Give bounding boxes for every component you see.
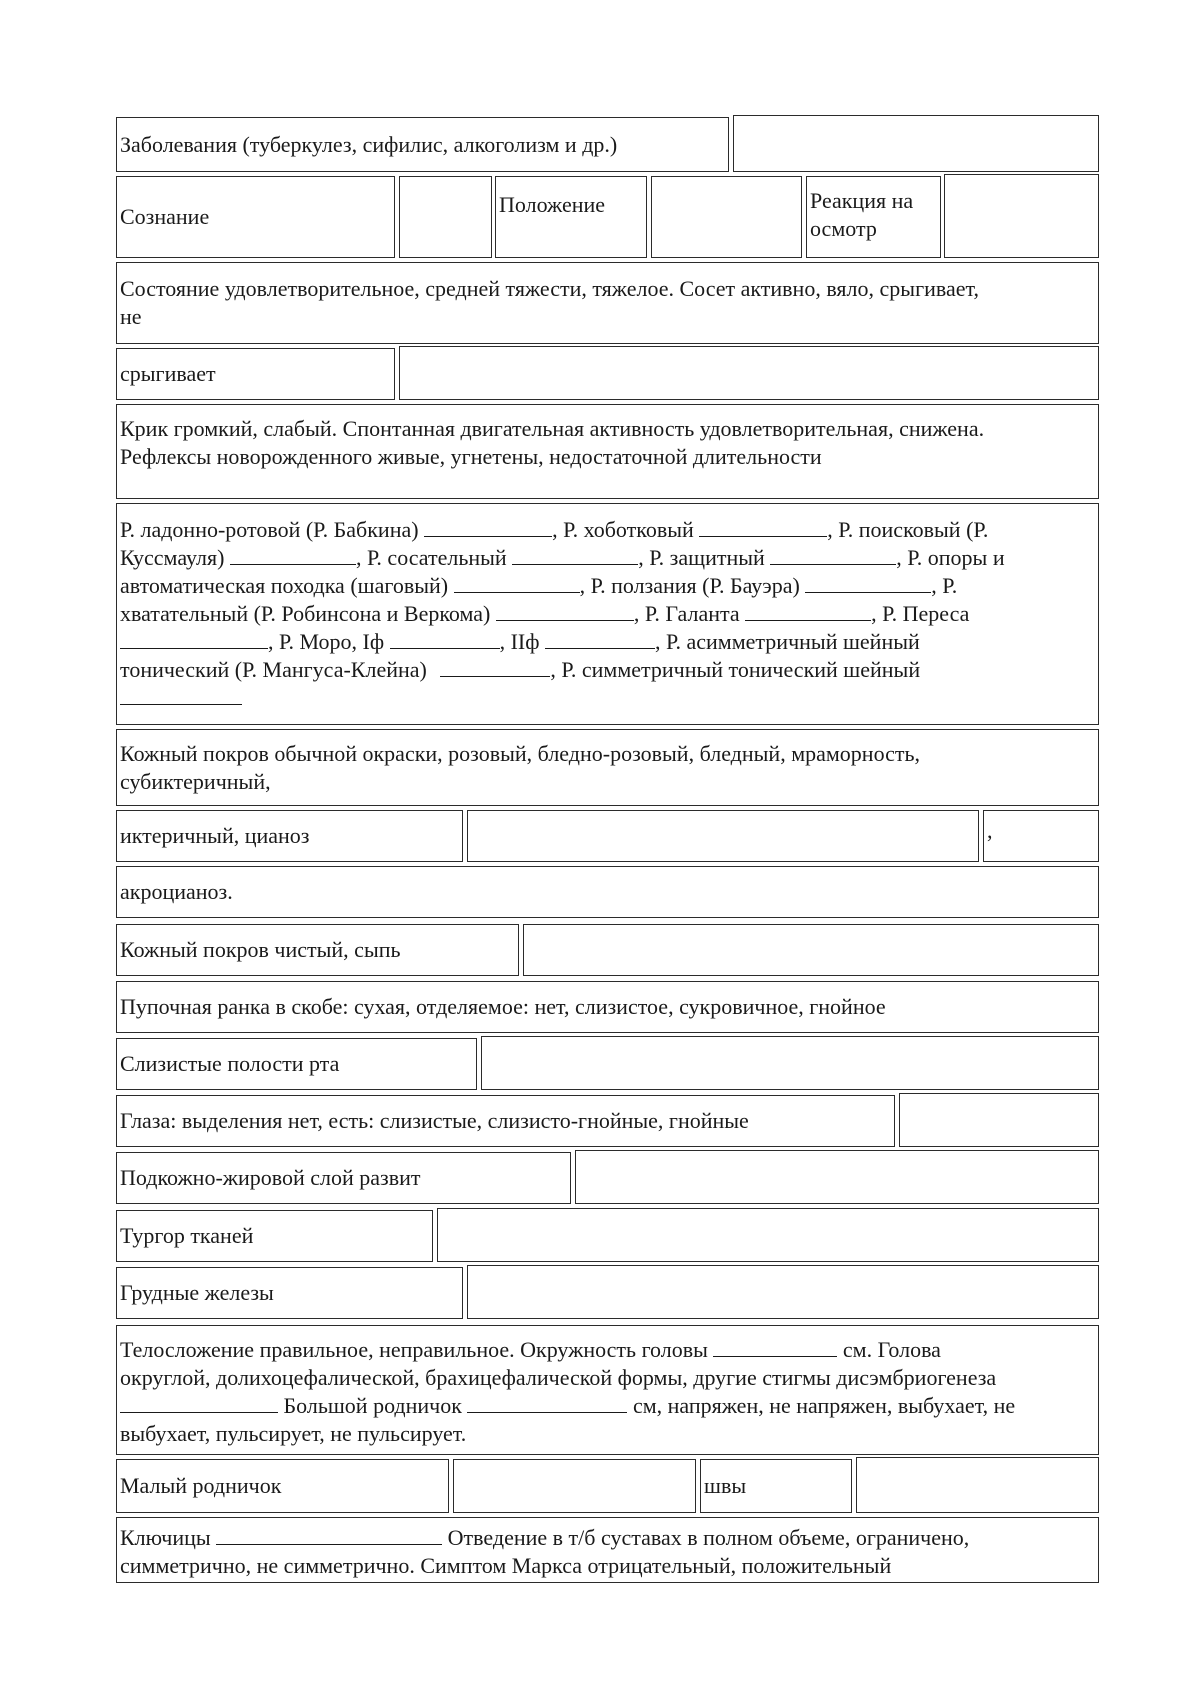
skin-color-text-line1: Кожный покров обычной окраски, розовый, бледно-розовый, бледный, мраморность, <box>120 741 921 766</box>
oral-mucosa-label-cell <box>116 1038 477 1090</box>
jaundice-comma-cell <box>983 810 1099 862</box>
head-circumference-blank[interactable] <box>713 1356 837 1357</box>
reaction-label-line2: осмотр <box>810 216 877 241</box>
moro-phase1-blank[interactable] <box>390 648 500 649</box>
eyes-label: Глаза: выделения нет, есть: слизистые, слизисто-гнойные, гнойные <box>120 1108 749 1133</box>
eyes-field[interactable] <box>899 1093 1099 1147</box>
skin-color-text-cell <box>116 729 1099 806</box>
stepping-reflex-blank[interactable] <box>454 592 580 593</box>
reflexes-line7 <box>120 684 1094 712</box>
small-fontanelle-label: Малый родничок <box>120 1473 282 1498</box>
reflexes-cell <box>116 503 1099 725</box>
reaction-field[interactable] <box>944 174 1099 258</box>
subcutaneous-fat-label-cell <box>116 1152 571 1204</box>
turgor-label: Тургор тканей <box>120 1223 254 1248</box>
sutures-label-cell <box>700 1459 852 1513</box>
regurgitates-label-cell <box>116 348 395 400</box>
reflexes-line3: автоматическая походка (шаговый) , Р. ползания (Р. Бауэра) , Р. <box>120 573 958 598</box>
galant-reflex-blank[interactable] <box>745 620 871 621</box>
reaction-label-cell <box>806 176 941 258</box>
proboscis-reflex-blank[interactable] <box>699 536 827 537</box>
jaundice-label-cell <box>116 810 463 862</box>
sutures-field[interactable] <box>856 1457 1099 1513</box>
rash-label: Кожный покров чистый, сыпь <box>120 937 401 962</box>
skin-color-text-line2: субиктеричный, <box>120 769 271 794</box>
position-label: Положение <box>499 192 606 217</box>
babkin-reflex-blank[interactable] <box>424 536 552 537</box>
cry-text-cell <box>116 404 1099 499</box>
physique-line4: выбухает, пульсирует, не пульсирует. <box>120 1421 467 1446</box>
reflexes-line1: Р. ладонно-ротовой (Р. Бабкина) , Р. хоботковый , Р. поисковый (Р. <box>120 517 989 542</box>
diseases-field[interactable] <box>733 115 1099 172</box>
reflexes-line2: Куссмауля) , Р. сосательный , Р. защитный , Р. опоры и <box>120 545 1005 570</box>
regurgitates-label: срыгивает <box>120 361 216 386</box>
stnr-reflex-blank[interactable] <box>120 684 242 705</box>
subcutaneous-fat-label: Подкожно-жировой слой развит <box>120 1165 421 1190</box>
condition-text-line2: не <box>120 304 142 329</box>
mammary-glands-field[interactable] <box>467 1265 1099 1319</box>
reflexes-line4: хватательный (Р. Робинсона и Веркома) , Р. Галанта , Р. Переса <box>120 601 970 626</box>
grasp-reflex-blank[interactable] <box>496 620 634 621</box>
small-fontanelle-field[interactable] <box>453 1459 696 1513</box>
regurgitates-field[interactable] <box>399 346 1099 400</box>
condition-text-line1: Состояние удовлетворительное, средней тяжести, тяжелое. Сосет активно, вяло, срыгивает, <box>120 276 979 301</box>
clavicles-line2: симметрично, не симметрично. Симптом Маркса отрицательный, положительный <box>120 1553 892 1578</box>
cry-text-line2: Рефлексы новорожденного живые, угнетены, недостаточной длительности <box>120 444 822 469</box>
diseases-label: Заболевания (туберкулез, сифилис, алкоголизм и др.) <box>120 131 618 157</box>
diseases-label-cell <box>116 117 729 172</box>
reflexes-line5: , Р. Моро, Iф , IIф , Р. асимметричный шейный <box>120 628 1094 656</box>
acrocyanosis-label: акроцианоз. <box>120 879 233 904</box>
moro-phase2-blank[interactable] <box>545 648 655 649</box>
turgor-label-cell <box>116 1210 433 1262</box>
physique-line2: округлой, долихоцефалической, брахицефалической формы, другие стигмы дисэмбриогенеза <box>120 1365 997 1390</box>
consciousness-label: Сознание <box>120 204 210 229</box>
umbilical-wound-label: Пупочная ранка в скобе: сухая, отделяемое: нет, слизистое, сукровичное, гнойное <box>120 994 886 1019</box>
position-field[interactable] <box>651 176 802 258</box>
oral-mucosa-label: Слизистые полости рта <box>120 1051 340 1076</box>
perez-reflex-blank[interactable] <box>120 648 268 649</box>
condition-text-cell <box>116 262 1099 344</box>
physique-line3: Большой родничок см, напряжен, не напряжен, выбухает, не <box>120 1392 1094 1420</box>
sucking-reflex-blank[interactable] <box>512 564 638 565</box>
jaundice-field[interactable] <box>467 810 979 862</box>
rash-label-cell <box>116 924 519 976</box>
mammary-glands-label-cell <box>116 1267 463 1319</box>
clavicles-line1: Ключицы Отведение в т/б суставах в полном объеме, ограничено, <box>120 1525 970 1550</box>
mammary-glands-label: Грудные железы <box>120 1280 274 1305</box>
reaction-label-line1: Реакция на <box>810 188 914 213</box>
turgor-field[interactable] <box>437 1208 1099 1262</box>
jaundice-label: иктеричный, цианоз <box>120 823 310 848</box>
acrocyanosis-cell <box>116 866 1099 918</box>
eyes-label-cell <box>116 1095 895 1147</box>
physique-cell <box>116 1325 1099 1455</box>
dysembryogenesis-stigmas-blank[interactable] <box>120 1412 278 1413</box>
sutures-label: швы <box>704 1473 747 1498</box>
position-label-cell <box>495 176 647 258</box>
cry-text-line1: Крик громкий, слабый. Спонтанная двигательная активность удовлетворительная, снижена. <box>120 416 985 441</box>
small-fontanelle-label-cell <box>116 1459 449 1513</box>
atnr-reflex-blank[interactable] <box>440 676 550 677</box>
large-fontanelle-blank[interactable] <box>467 1412 627 1413</box>
rash-field[interactable] <box>523 924 1099 976</box>
physique-line1: Телосложение правильное, неправильное. Окружность головы см. Голова <box>120 1337 941 1362</box>
oral-mucosa-field[interactable] <box>481 1036 1099 1090</box>
protective-reflex-blank[interactable] <box>770 564 896 565</box>
clavicles-cell <box>116 1517 1099 1583</box>
subcutaneous-fat-field[interactable] <box>575 1150 1099 1204</box>
jaundice-comma: , <box>987 818 993 843</box>
reflexes-line6: тонический (Р. Мангуса-Клейна) , Р. симметричный тонический шейный <box>120 657 921 682</box>
umbilical-wound-cell <box>116 981 1099 1033</box>
consciousness-field[interactable] <box>399 176 492 258</box>
clavicles-blank[interactable] <box>216 1544 442 1545</box>
consciousness-label-cell <box>116 176 395 258</box>
crawling-reflex-blank[interactable] <box>805 592 931 593</box>
search-reflex-blank[interactable] <box>230 564 356 565</box>
